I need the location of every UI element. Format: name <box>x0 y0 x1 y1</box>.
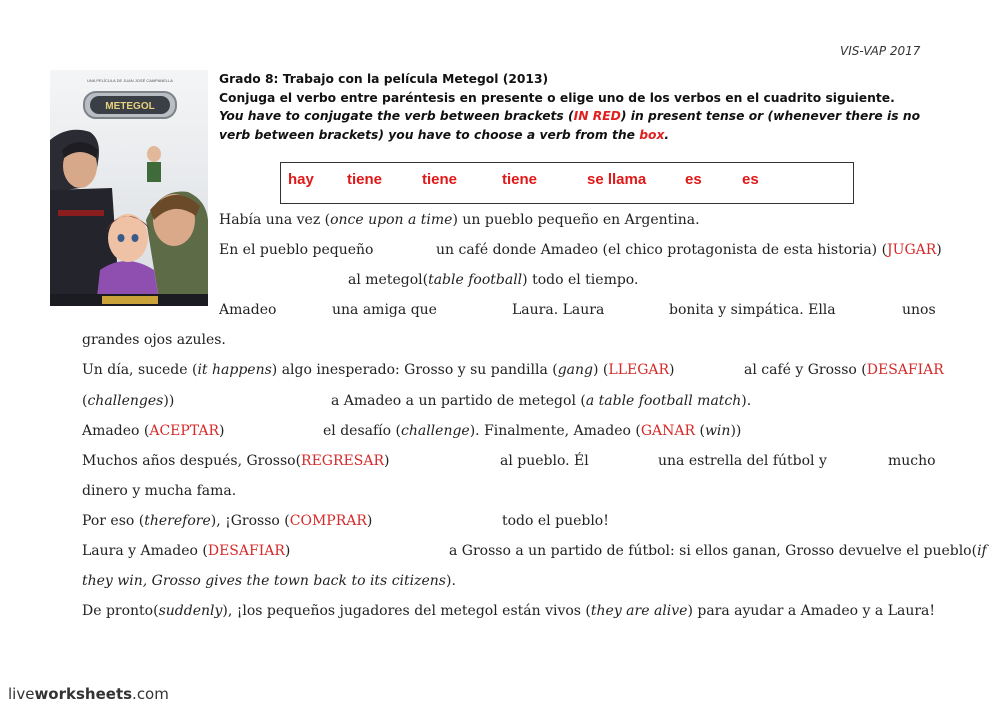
poster-illustration <box>50 70 208 306</box>
story-line-3: al metegol(table football) todo el tiempo. <box>348 272 639 288</box>
story-line-7b: a Amadeo a un partido de metegol (a table football match). <box>331 393 752 409</box>
worksheet-title: Grado 8: Trabajo con la película Metegol (2013) <box>219 72 549 86</box>
story-line-11b: todo el pueblo! <box>502 513 609 529</box>
story-line-9c: una estrella del fútbol y <box>658 453 827 469</box>
story-line-9d: mucho <box>888 453 936 469</box>
instruction-english: You have to conjugate the verb between brackets (IN RED) in present tense or (whenever there is no verb between brackets) you have to choose a verb from the box. <box>219 109 921 142</box>
liveworksheets-logo[interactable]: liveworksheets.com <box>8 685 169 703</box>
answer-blank-3[interactable] <box>275 300 331 322</box>
word-option[interactable]: tiene <box>347 171 383 188</box>
story-line-9a: Muchos años después, Grosso(REGRESAR) <box>82 453 390 469</box>
answer-blank-5[interactable] <box>598 300 668 322</box>
story-line-4b: una amiga que <box>332 302 437 318</box>
answer-blank-2[interactable] <box>219 270 347 292</box>
answer-blank-11[interactable] <box>372 451 496 473</box>
answer-blank-10[interactable] <box>712 421 896 443</box>
poster-title: METEGOL <box>105 101 155 112</box>
story-line-2a: En el pueblo pequeño <box>219 242 374 258</box>
story-line-9b: al pueblo. Él <box>500 453 589 469</box>
answer-blank-4[interactable] <box>428 300 510 322</box>
story-line-4d: bonita y simpática. Ella <box>669 302 836 318</box>
story-line-4c: Laura. Laura <box>512 302 605 318</box>
word-option[interactable]: es <box>685 171 702 188</box>
answer-blank-7[interactable] <box>628 360 742 382</box>
story-line-12a: Laura y Amadeo (DESAFIAR) <box>82 543 291 559</box>
word-option[interactable]: hay <box>288 171 314 188</box>
answer-blank-15[interactable] <box>284 541 448 563</box>
answer-blank-8[interactable] <box>162 391 330 413</box>
story-line-7a: (challenges)) <box>82 393 175 409</box>
movie-poster <box>50 70 208 306</box>
story-line-1: Había una vez (once upon a time) un pueblo pequeño en Argentina. <box>219 212 700 228</box>
story-line-5: grandes ojos azules. <box>82 332 226 348</box>
answer-blank-1[interactable] <box>362 240 434 262</box>
story-line-6b: al café y Grosso (DESAFIAR <box>744 362 944 378</box>
corner-label: VIS-VAP 2017 <box>840 44 921 58</box>
word-box <box>280 162 854 204</box>
answer-blank-12[interactable] <box>592 451 656 473</box>
story-line-14: De pronto(suddenly), ¡los pequeños jugadores del metegol están vivos (they are alive) para ayudar a Amadeo y a Laura! <box>82 603 936 619</box>
word-option[interactable]: tiene <box>502 171 538 188</box>
answer-blank-9[interactable] <box>226 421 322 443</box>
answer-blank-14[interactable] <box>356 511 500 533</box>
story-line-12b: a Grosso a un partido de fútbol: si ellos ganan, Grosso devuelve el pueblo(if <box>449 543 987 559</box>
word-option[interactable]: tiene <box>422 171 458 188</box>
story-line-6a: Un día, sucede (it happens) algo inesperado: Grosso y su pandilla (gang) (LLEGAR) <box>82 362 675 378</box>
story-line-4e: unos <box>902 302 936 318</box>
story-line-13: they win, Grosso gives the town back to its citizens). <box>82 573 456 589</box>
answer-blank-13[interactable] <box>812 451 886 473</box>
word-option[interactable]: se llama <box>587 171 647 188</box>
story-line-10: dinero y mucha fama. <box>82 483 237 499</box>
story-line-8b: el desafío (challenge). Finalmente, Amadeo (GANAR (win)) <box>323 423 742 439</box>
word-option[interactable]: es <box>742 171 759 188</box>
story-line-4a: Amadeo <box>219 302 277 318</box>
answer-blank-6[interactable] <box>826 300 902 322</box>
story-line-2b: un café donde Amadeo (el chico protagonista de esta historia) (JUGAR) <box>436 242 942 258</box>
story-line-8a: Amadeo (ACEPTAR) <box>82 423 225 439</box>
instruction-spanish: Conjuga el verbo entre paréntesis en presente o elige uno de los verbos en el cuadrito siguiente. <box>219 90 895 105</box>
story-line-11a: Por eso (therefore), ¡Grosso (COMPRAR) <box>82 513 373 529</box>
worksheet-header <box>219 70 959 144</box>
poster-credit: UNA PELÍCULA DE JUAN JOSÉ CAMPANELLA <box>87 78 173 83</box>
